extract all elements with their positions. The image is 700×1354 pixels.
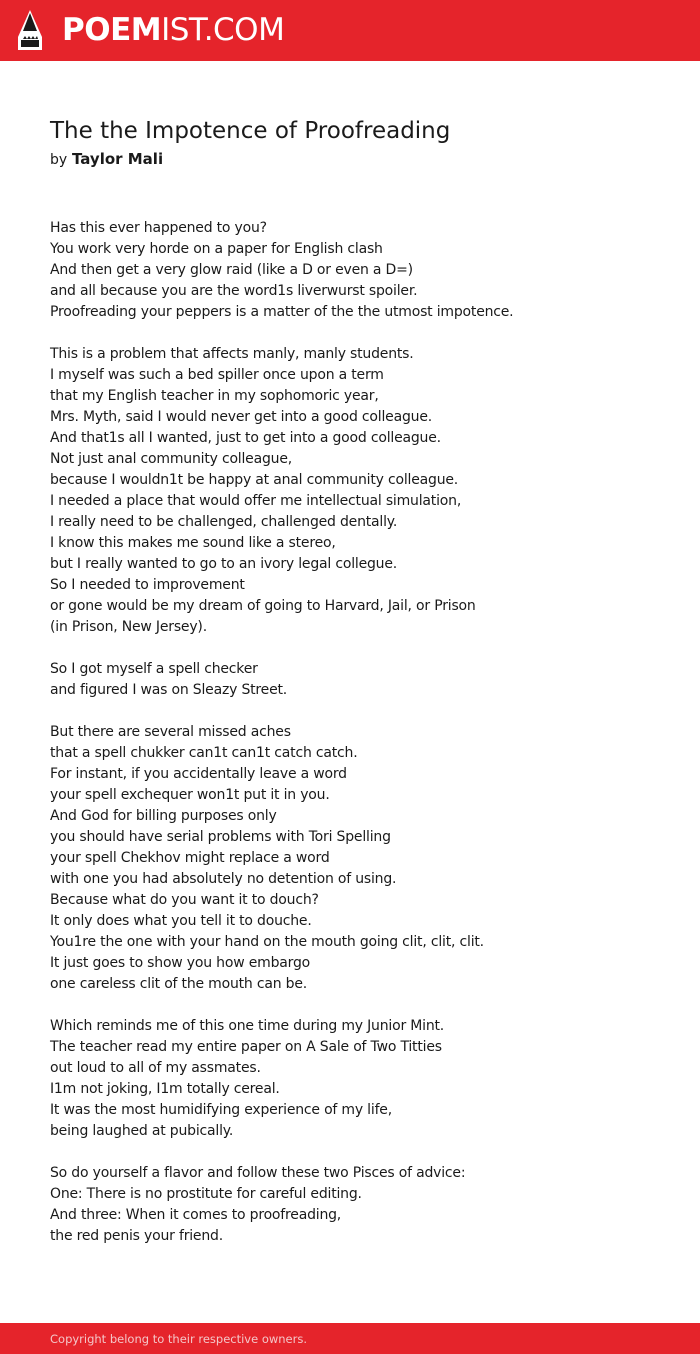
- logo-light-text: IST.COM: [161, 12, 285, 48]
- poem-line: Not just anal community colleague,: [50, 451, 293, 467]
- poem-stanza: [50, 344, 670, 638]
- poem-line: that a spell chukker can1t can1t catch catch.: [50, 745, 358, 761]
- poem-stanza: [50, 722, 670, 995]
- poem-line: out loud to all of my assmates.: [50, 1060, 261, 1076]
- poem-line: one careless clit of the mouth can be.: [50, 976, 308, 992]
- author-name: Taylor Mali: [71, 150, 164, 168]
- poem-line: because I wouldn1t be happy at anal community colleague.: [50, 472, 459, 488]
- poem-line: you should have serial problems with Tori Spelling: [50, 829, 391, 845]
- poem-line: So I needed to improvement: [50, 577, 245, 593]
- poem-line: It only does what you tell it to douche.: [50, 913, 312, 929]
- poem-line: Proofreading your peppers is a matter of the the utmost impotence.: [50, 304, 514, 320]
- poem-line: I myself was such a bed spiller once upon a term: [50, 367, 384, 383]
- poem-line: I really need to be challenged, challenged dentally.: [50, 514, 398, 530]
- poem-line: And that1s all I wanted, just to get into a good colleague.: [50, 430, 441, 446]
- poem-line: You1re the one with your hand on the mouth going clit, clit, clit.: [50, 934, 484, 950]
- poem-body: [50, 218, 670, 1268]
- poem-line: Which reminds me of this one time during my Junior Mint.: [50, 1018, 445, 1034]
- poem-line: You work very horde on a paper for English clash: [50, 241, 383, 257]
- poem-line: your spell exchequer won1t put it in you.: [50, 787, 330, 803]
- poem-line: or gone would be my dream of going to Harvard, Jail, or Prison: [50, 598, 476, 614]
- pen-nib-icon: [17, 9, 43, 51]
- poem-line: And then get a very glow raid (like a D or even a D=): [50, 262, 413, 278]
- poem-line: The teacher read my entire paper on A Sale of Two Titties: [50, 1039, 442, 1055]
- poem-line: I needed a place that would offer me intellectual simulation,: [50, 493, 462, 509]
- poem-line: and figured I was on Sleazy Street.: [50, 682, 288, 698]
- poem-line: But there are several missed aches: [50, 724, 291, 740]
- poem-line: One: There is no prostitute for careful editing.: [50, 1186, 362, 1202]
- poem-line: It just goes to show you how embargo: [50, 955, 311, 971]
- poem-line: And three: When it comes to proofreading,: [50, 1207, 342, 1223]
- poem-line: with one you had absolutely no detention of using.: [50, 871, 397, 887]
- poem-stanza: [50, 659, 670, 701]
- poem-line: the red penis your friend.: [50, 1228, 223, 1244]
- poem-line: For instant, if you accidentally leave a word: [50, 766, 347, 782]
- poem-line: your spell Chekhov might replace a word: [50, 850, 330, 866]
- poem-line: It was the most humidifying experience of my life,: [50, 1102, 392, 1118]
- poem-line: So I got myself a spell checker: [50, 661, 258, 677]
- poem-line: And God for billing purposes only: [50, 808, 277, 824]
- poem-line: but I really wanted to go to an ivory legal collegue.: [50, 556, 398, 572]
- poem-line: that my English teacher in my sophomoric year,: [50, 388, 379, 404]
- poem-stanza: [50, 1016, 670, 1142]
- poem-line: Has this ever happened to you?: [50, 220, 267, 236]
- poem-line: So do yourself a flavor and follow these two Pisces of advice:: [50, 1165, 466, 1181]
- logo-bold-text: POEM: [62, 12, 162, 48]
- poem-title: The the Impotence of Proofreading: [50, 118, 451, 144]
- copyright-text: Copyright belong to their respective owners.: [50, 1332, 308, 1346]
- poem-line: Because what do you want it to douch?: [50, 892, 319, 908]
- poem-line: This is a problem that affects manly, manly students.: [50, 346, 414, 362]
- site-logo[interactable]: [62, 12, 284, 48]
- site-header: [0, 0, 700, 61]
- poem-line: and all because you are the word1s liverwurst spoiler.: [50, 283, 418, 299]
- poem-stanza: [50, 1163, 670, 1247]
- site-footer: [0, 1323, 700, 1354]
- poem-line: (in Prison, New Jersey).: [50, 619, 207, 635]
- poem-line: being laughed at pubically.: [50, 1123, 234, 1139]
- poem-line: Mrs. Myth, said I would never get into a good colleague.: [50, 409, 432, 425]
- poem-stanza: [50, 218, 670, 323]
- byline-prefix: by: [50, 152, 68, 168]
- poem-line: I know this makes me sound like a stereo,: [50, 535, 336, 551]
- byline: [50, 149, 163, 170]
- poem-line: I1m not joking, I1m totally cereal.: [50, 1081, 280, 1097]
